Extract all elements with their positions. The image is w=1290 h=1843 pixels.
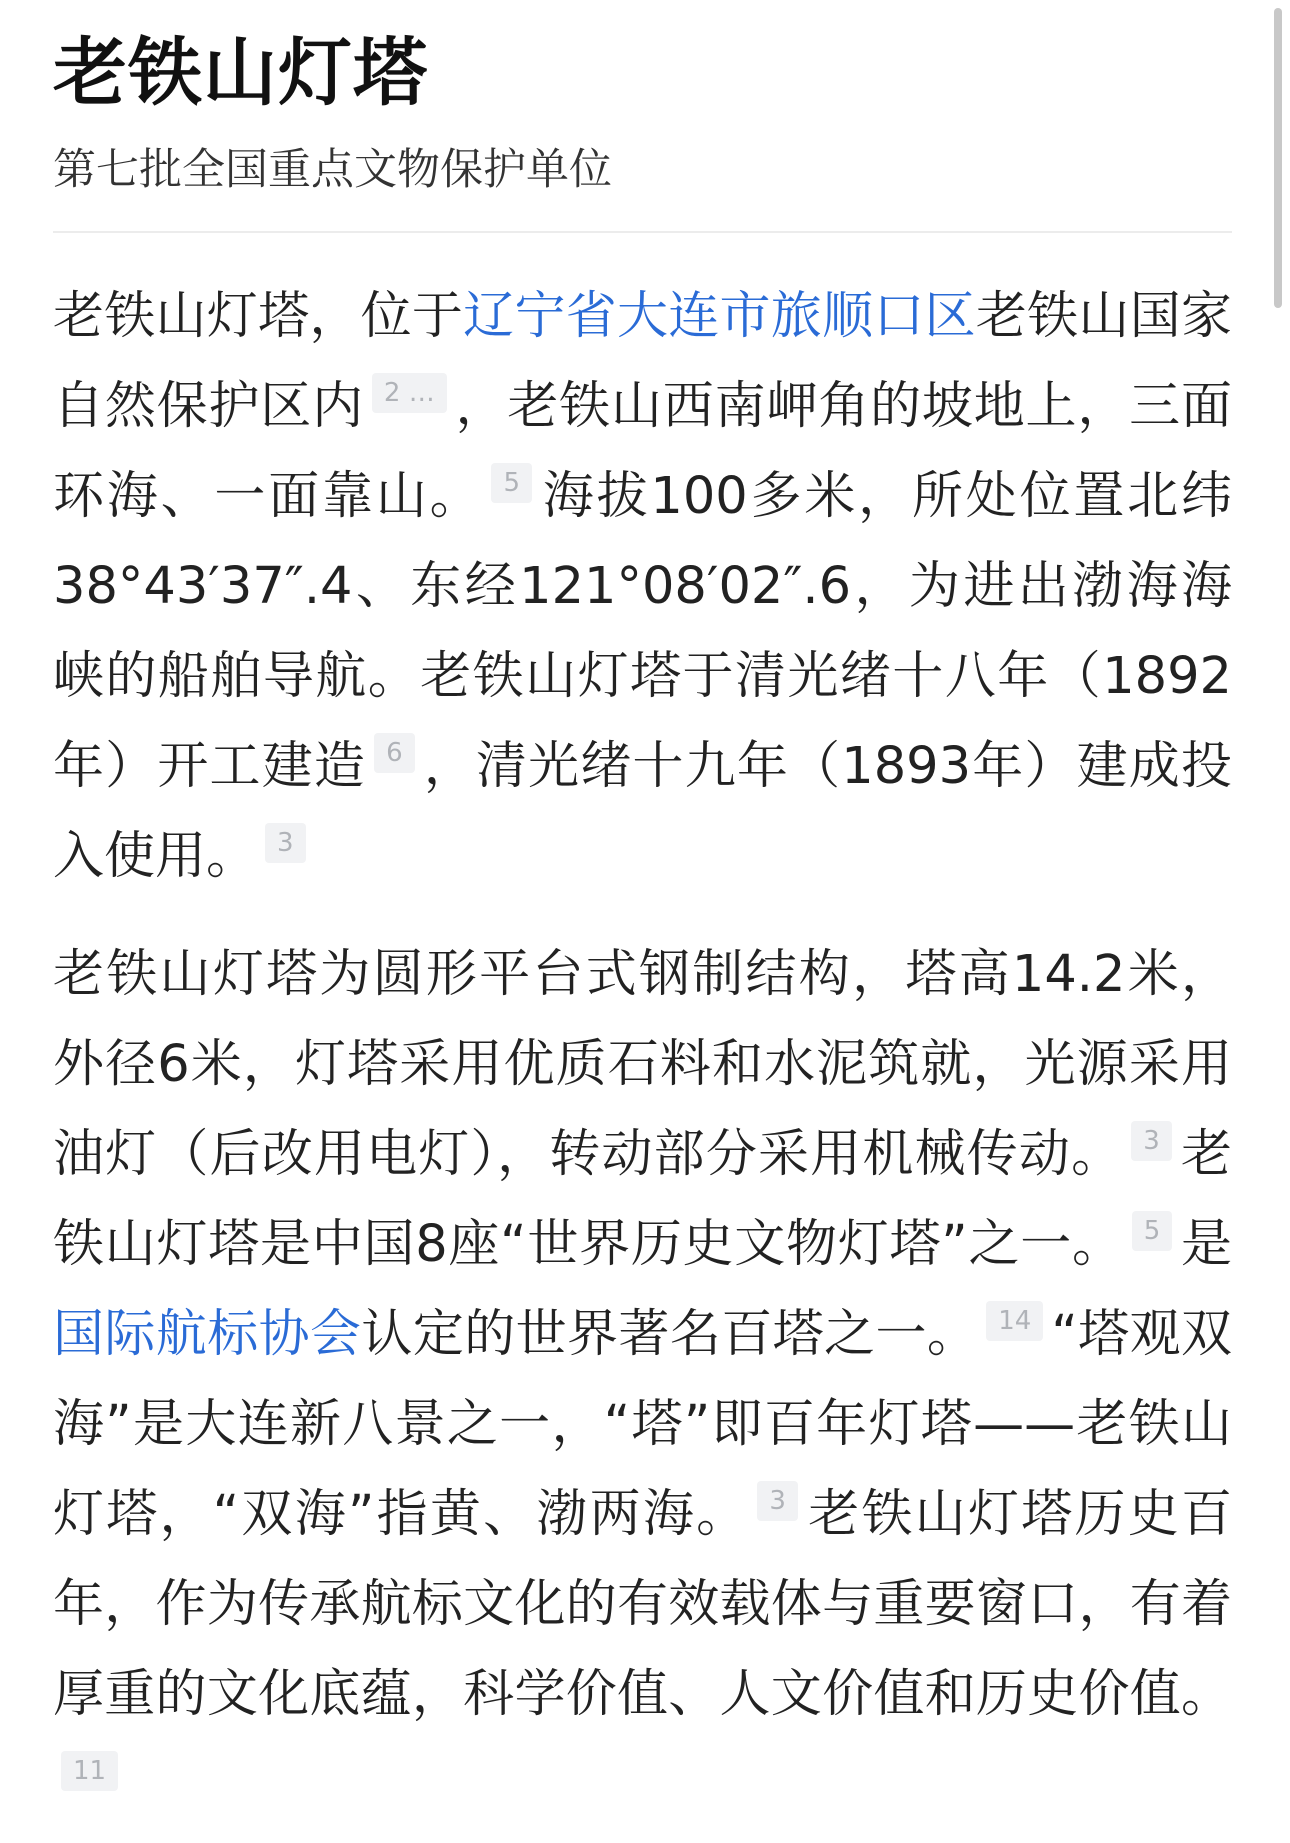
- reference-badge[interactable]: 3: [265, 823, 306, 863]
- text-segment: 老铁山灯塔是中国8座“世界历史文物灯塔”之一。: [53, 1125, 1232, 1274]
- link-iala[interactable]: 国际航标协会: [53, 1305, 362, 1364]
- text-segment: ，清光绪十九年（1893年）建成投入使用。: [53, 737, 1232, 886]
- text-segment: ，老铁山西南岬角的坡地上，三面环海、一面靠山。: [53, 377, 1232, 526]
- page-title: 老铁山灯塔: [53, 30, 428, 116]
- reference-badge[interactable]: 3: [757, 1481, 798, 1521]
- reference-badge[interactable]: 5: [1132, 1211, 1173, 1251]
- link-lushunkou-district[interactable]: 辽宁省大连市旅顺口区: [463, 287, 976, 346]
- reference-badge[interactable]: 11: [61, 1751, 118, 1791]
- paragraph-intro: [53, 272, 1232, 902]
- text-segment: 认定的世界著名百塔之一。: [361, 1305, 979, 1364]
- reference-badge[interactable]: 6: [374, 733, 415, 773]
- scrollbar[interactable]: [1274, 8, 1282, 308]
- reference-badge[interactable]: 14: [986, 1301, 1043, 1341]
- text-segment: “塔观双海”是大连新八景之一，“塔”即百年灯塔——老铁山灯塔，“双海”指黄、渤两海。: [53, 1305, 1232, 1544]
- text-segment: 海拔100多米，所处位置北纬38°43′37″.4、东经121°08′02″.6，为进出渤海海峡的船舶导航。老铁山灯塔于清光绪十八年（1892年）开工建造: [53, 467, 1232, 796]
- text-segment: 老铁山国家自然保护区内: [53, 287, 1232, 436]
- reference-badge[interactable]: 3: [1131, 1121, 1172, 1161]
- text-segment: 是: [1180, 1215, 1232, 1274]
- reference-badge[interactable]: 5: [491, 463, 532, 503]
- paragraph-structure: [53, 930, 1232, 1830]
- page-subtitle: 第七批全国重点文物保护单位: [53, 145, 612, 195]
- text-segment: 老铁山灯塔为圆形平台式钢制结构，塔高14.2米，外径6米，灯塔采用优质石料和水泥筑就，光源采用油灯（后改用电灯），转动部分采用机械传动。: [53, 945, 1232, 1184]
- divider: [53, 231, 1232, 233]
- text-segment: 老铁山灯塔，位于: [53, 287, 464, 346]
- text-segment: 老铁山灯塔历史百年，作为传承航标文化的有效载体与重要窗口，有着厚重的文化底蕴，科学价值、人文价值和历史价值。: [53, 1485, 1232, 1724]
- reference-badge[interactable]: 2 …: [372, 373, 447, 413]
